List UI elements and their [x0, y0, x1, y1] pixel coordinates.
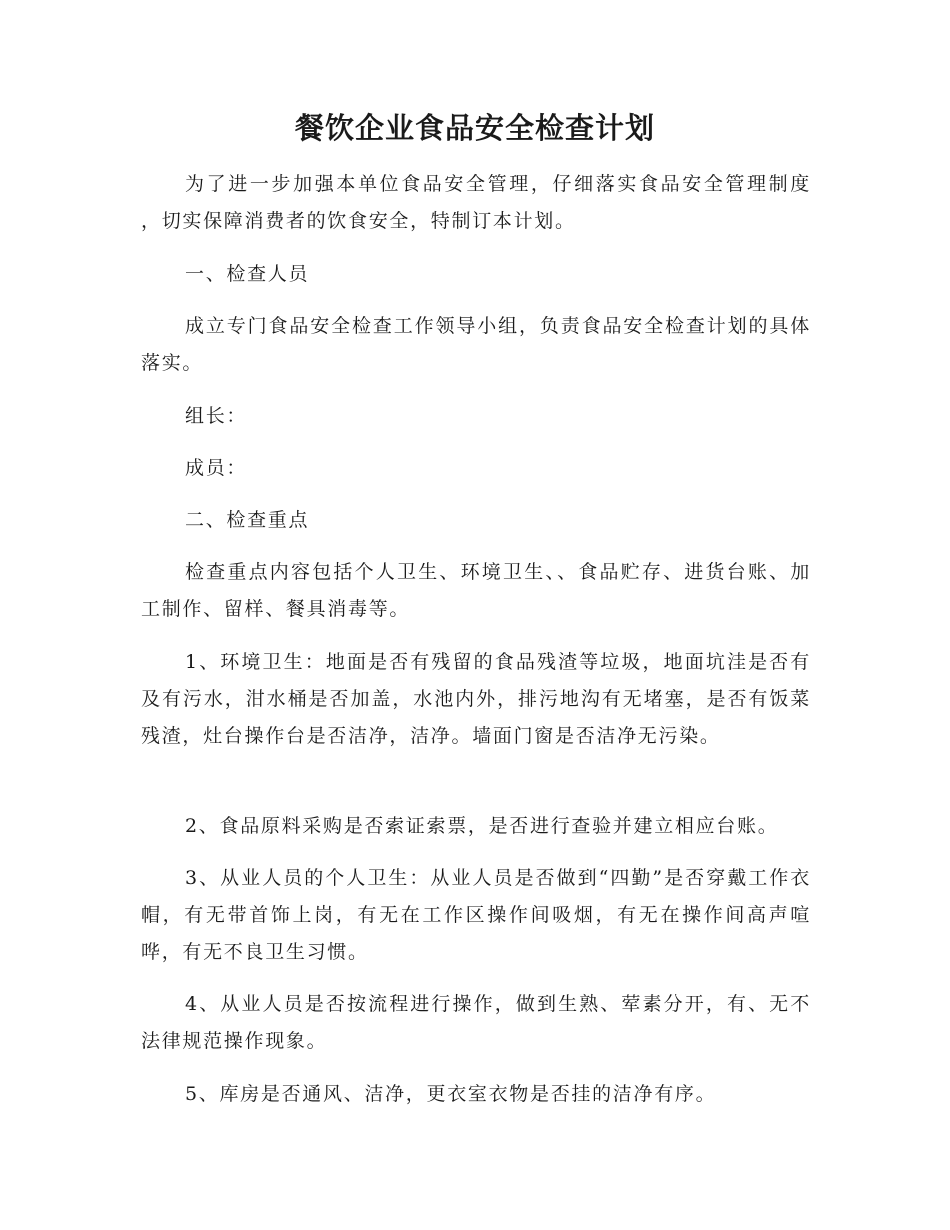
- paragraph-leader: 组长：: [185, 405, 248, 427]
- paragraph-item-1: 1、环境卫生：地面是否有残留的食品残渣等垃圾，地面坑洼是否有及有污水，泔水桶是否加盖，水池内外，排污地沟有无堵塞，是否有饭菜残渣，灶台操作台是否洁净，洁净。墙面门窗是否洁净无污染。: [141, 651, 811, 747]
- document-title: 餐饮企业食品安全检查计划: [294, 111, 655, 145]
- paragraph-members: 成员：: [185, 457, 248, 479]
- paragraph-intro: 为了进一步加强本单位食品安全管理，仔细落实食品安全管理制度 ，切实保障消费者的饮食安全，特制订本计划。: [141, 173, 811, 232]
- paragraph-team: 成立专门食品安全检查工作领导小组，负责食品安全检查计划的具体落实。: [141, 315, 811, 374]
- paragraph-focus-content: 检查重点内容包括个人卫生、环境卫生、、食品贮存、进货台账、加工制作、留样、餐具消毒等。: [141, 561, 811, 620]
- section-heading-focus: 二、检查重点: [185, 509, 310, 531]
- paragraph-item-3: 3、从业人员的个人卫生：从业人员是否做到“四勤”是否穿戴工作衣帽，有无带首饰上岗，有无在工作区操作间吸烟，有无在操作间高声喧哗，有无不良卫生习惯。: [141, 867, 811, 963]
- paragraph-item-4: 4、从业人员是否按流程进行操作，做到生熟、荤素分开，有、无不法律规范操作现象。: [141, 993, 811, 1052]
- paragraph-item-5: 5、库房是否通风、洁净，更衣室衣物是否挂的洁净有序。: [185, 1083, 717, 1105]
- paragraph-item-2: 2、食品原料采购是否索证索票，是否进行查验并建立相应台账。: [185, 815, 779, 837]
- section-heading-inspectors: 一、检查人员: [185, 263, 310, 285]
